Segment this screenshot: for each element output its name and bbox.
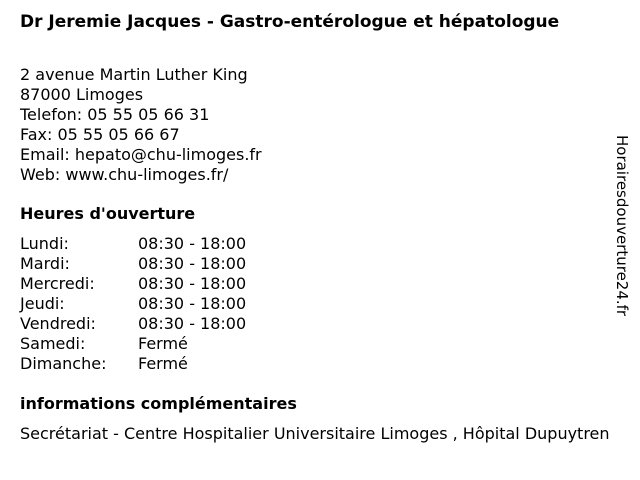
hours-time: Fermé — [138, 354, 188, 373]
email-address[interactable]: Email: hepato@chu-limoges.fr — [20, 145, 262, 164]
hours-time: 08:30 - 18:00 — [138, 274, 247, 293]
hours-day: Samedi: — [20, 334, 86, 353]
contact-block — [20, 65, 262, 185]
fax-number: Fax: 05 55 05 66 67 — [20, 125, 180, 144]
street-address: 2 avenue Martin Luther King — [20, 65, 248, 84]
hours-time: 08:30 - 18:00 — [138, 294, 247, 313]
watermark-text: Horairesdouverture24.fr — [613, 135, 631, 317]
hours-day: Mardi: — [20, 254, 70, 273]
website-link[interactable]: Web: www.chu-limoges.fr/ — [20, 165, 229, 184]
hours-day: Jeudi: — [20, 294, 65, 313]
page-title: Dr Jeremie Jacques - Gastro-entérologue et hépatologue — [20, 12, 560, 32]
hours-day: Dimanche: — [20, 354, 107, 373]
hours-row-wednesday — [20, 274, 246, 294]
info-heading: informations complémentaires — [20, 394, 297, 413]
hours-time: 08:30 - 18:00 — [138, 254, 247, 273]
hours-heading: Heures d'ouverture — [20, 204, 196, 223]
hours-row-friday — [20, 314, 246, 334]
hours-time: 08:30 - 18:00 — [138, 314, 247, 333]
hours-row-tuesday — [20, 254, 246, 274]
hours-time: 08:30 - 18:00 — [138, 234, 247, 253]
hours-day: Mercredi: — [20, 274, 95, 293]
hours-table — [20, 234, 246, 374]
city: 87000 Limoges — [20, 85, 144, 104]
hours-row-monday — [20, 234, 246, 254]
hours-day: Lundi: — [20, 234, 69, 253]
hours-row-saturday — [20, 334, 246, 354]
hours-row-sunday — [20, 354, 246, 374]
phone-number[interactable]: Telefon: 05 55 05 66 31 — [20, 105, 210, 124]
hours-row-thursday — [20, 294, 246, 314]
info-text: Secrétariat - Centre Hospitalier Universitaire Limoges , Hôpital Dupuytren — [20, 424, 610, 443]
hours-day: Vendredi: — [20, 314, 96, 333]
hours-time: Fermé — [138, 334, 188, 353]
